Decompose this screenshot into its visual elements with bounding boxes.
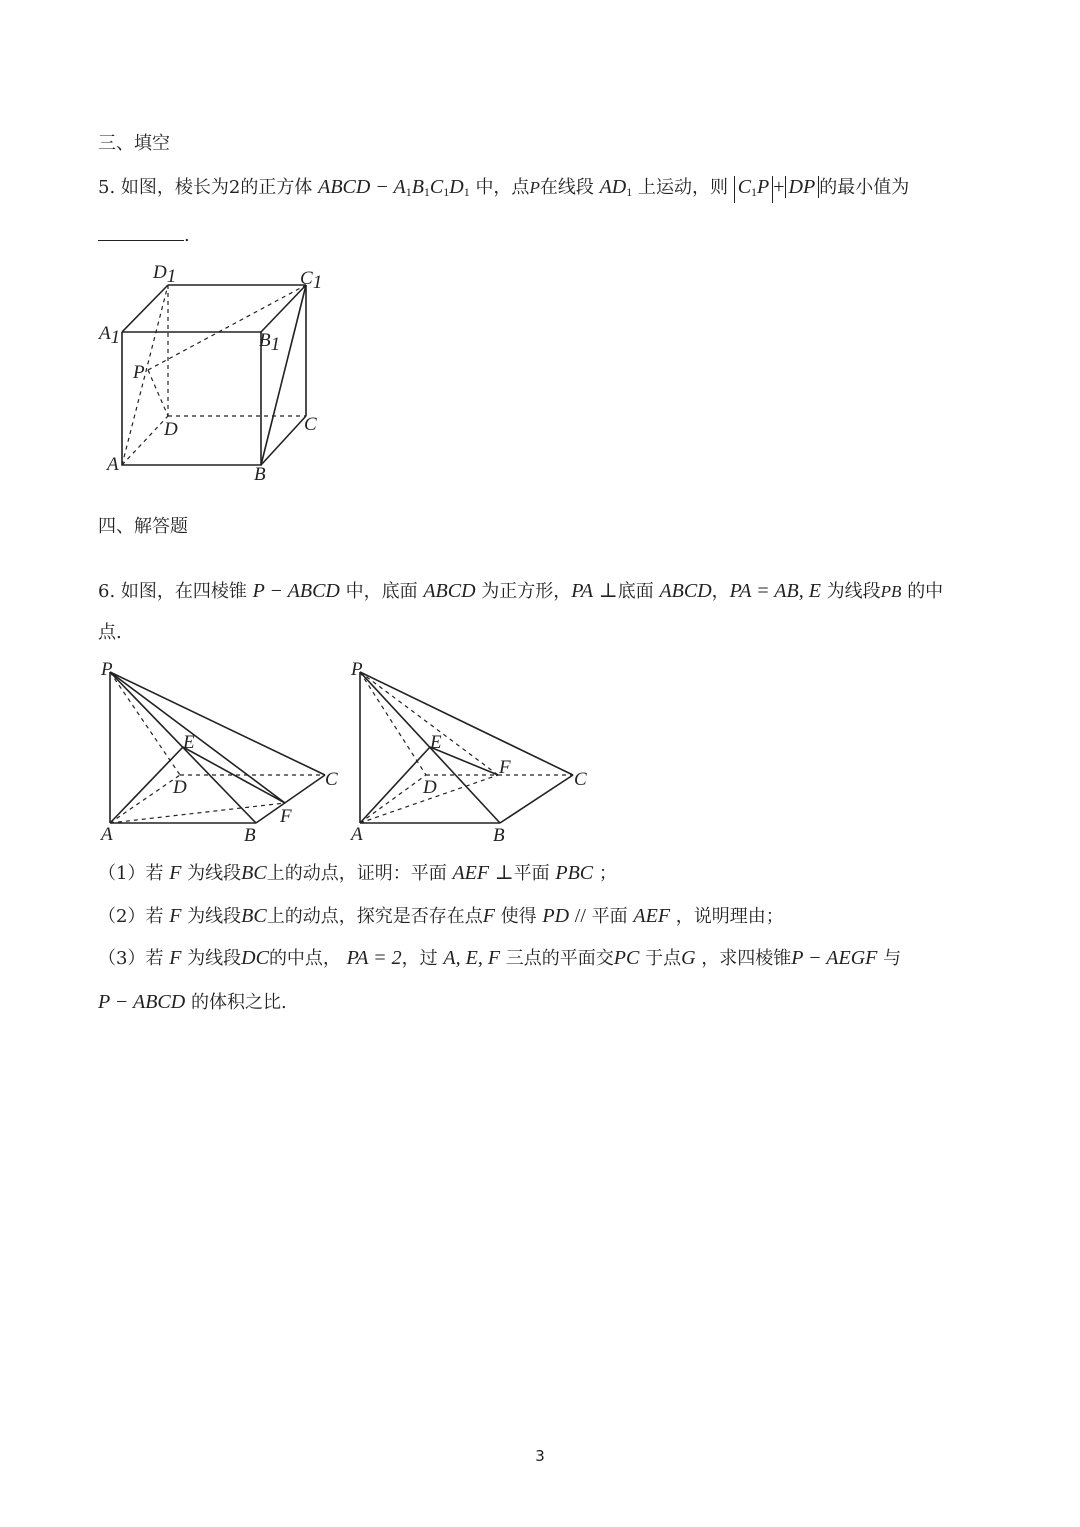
label-d: D — [423, 777, 437, 798]
abs-part: P — [757, 176, 770, 198]
parallel-symbol: // — [574, 905, 586, 927]
segment-pc: PC — [613, 947, 640, 969]
q6-text: 点. — [98, 622, 122, 643]
subscript: 1 — [423, 185, 430, 199]
plane-pbc: PBC — [555, 862, 594, 884]
q6-pa: PA — [571, 580, 594, 602]
q5-segment-ad1 — [600, 176, 633, 198]
q6-text: 中，底面 — [345, 581, 418, 602]
q5-edge-length: 2 — [228, 177, 241, 198]
q5-text: 在线段 — [539, 177, 594, 198]
hidden-pf — [360, 672, 498, 775]
sub-text: 与 — [883, 948, 902, 969]
label-c: C — [574, 769, 587, 790]
q5-point-p: P — [529, 178, 540, 197]
label-a: A — [107, 454, 119, 475]
pyramid-figure-2 — [346, 655, 606, 845]
q6-text: 的中 — [907, 581, 944, 602]
pyramid-paegf: P − AEGF — [791, 947, 878, 969]
segment-ad1 — [122, 285, 168, 465]
point-g: G — [681, 947, 696, 969]
sub-text: 于点 — [645, 948, 682, 969]
cube-name-part: C — [429, 176, 444, 198]
sub-number: （3）若 — [98, 948, 164, 969]
q6-pb: PB — [880, 582, 902, 601]
sub-text: 平面 — [513, 863, 550, 884]
sub-text: 为线段 — [187, 948, 242, 969]
label-a1: A1 — [99, 323, 121, 348]
sub-text: 上的动点，证明：平面 — [266, 863, 447, 884]
perp-symbol: ⊥ — [494, 862, 514, 884]
abs-part: C — [737, 176, 752, 198]
hidden-af — [110, 803, 285, 823]
plane-aef: AEF — [452, 862, 490, 884]
sub-text: 三点的平面交 — [505, 948, 614, 969]
subscript: 1 — [626, 185, 633, 199]
sub-text: ，说明理由； — [675, 906, 784, 927]
abs-part: DP — [788, 176, 816, 198]
section-heading-fill-blank — [98, 132, 170, 156]
label-b: B — [493, 825, 505, 845]
pyramid-pabcd: P − ABCD — [98, 991, 186, 1013]
sub-text: 平面 — [591, 906, 628, 927]
subquestion-3-line-1 — [98, 946, 901, 971]
q6-comma: ， — [711, 581, 730, 602]
subscript: 1 — [405, 185, 412, 199]
segment-bc: BC — [241, 862, 267, 884]
cube-edge-a1d1 — [122, 285, 168, 332]
sub-number: （1）若 — [98, 863, 164, 884]
q6-base: ABCD — [659, 580, 712, 602]
q5-text: 的最小值为 — [819, 177, 910, 198]
label-p: P — [101, 659, 113, 680]
segment-bc1 — [261, 285, 306, 465]
question-6-line-1 — [98, 579, 943, 604]
page-number: 3 — [535, 1447, 545, 1465]
plane-aef: AEF — [633, 905, 671, 927]
cube-hidden-ad — [122, 416, 168, 465]
q5-text: 的正方体 — [240, 177, 313, 198]
subquestion-2 — [98, 904, 784, 929]
label-c: C — [304, 414, 317, 435]
sub-text: 为线段 — [187, 906, 242, 927]
subscript: 1 — [463, 185, 470, 199]
plus-sign: + — [773, 176, 785, 198]
segment-pd — [148, 370, 168, 416]
label-f: F — [280, 806, 292, 827]
q5-cube-name — [318, 176, 470, 198]
sub-text: 上的动点，探究是否存在点 — [266, 906, 483, 927]
question-6-line-2 — [98, 621, 122, 645]
sub-text: ； — [598, 863, 617, 884]
question-5-line-1 — [98, 175, 909, 204]
section-heading-text: 四、解答题 — [98, 516, 188, 537]
segment-name: AD — [599, 176, 627, 198]
label-d1: D1 — [153, 262, 177, 287]
point-f: F — [482, 905, 495, 927]
q6-base: ABCD — [423, 580, 476, 602]
sub-text: ，过 — [401, 948, 438, 969]
cube-name-part: ABCD − A — [318, 176, 406, 198]
label-d: D — [173, 777, 187, 798]
period: . — [184, 225, 190, 246]
label-c: C — [325, 769, 338, 790]
section-heading-answer — [98, 515, 188, 539]
label-b1: B1 — [259, 330, 281, 355]
question-5-answer-line — [98, 222, 190, 248]
sub-number: （2）若 — [98, 906, 164, 927]
cube-front-face — [122, 332, 261, 465]
pyramid-figure-1 — [96, 655, 356, 845]
q6-pyramid: P − ABCD — [252, 580, 340, 602]
edge-bc — [500, 775, 573, 823]
q5-abs-c1p — [734, 176, 774, 203]
subscript: 1 — [443, 185, 450, 199]
cube-edge-b1c1 — [261, 285, 306, 332]
cube-name-part: B — [411, 176, 424, 198]
label-b: B — [244, 825, 256, 845]
label-a: A — [351, 824, 363, 845]
edge-pc — [110, 672, 325, 775]
label-a: A — [101, 824, 113, 845]
label-b: B — [254, 464, 266, 485]
pa-equals-2: PA = 2 — [346, 947, 402, 969]
sub-text: 的中点， — [268, 948, 341, 969]
label-p: P — [133, 362, 145, 383]
sub-text: ，求四棱锥 — [701, 948, 792, 969]
question-number: 6. — [98, 581, 116, 602]
label-e: E — [430, 732, 442, 753]
segment-pd: PD — [542, 905, 570, 927]
q6-text: 底面 — [617, 581, 654, 602]
subscript: 1 — [751, 185, 758, 199]
q6-text: 如图，在四棱锥 — [120, 581, 247, 602]
point-f: F — [169, 862, 182, 884]
label-f: F — [499, 757, 511, 778]
label-d: D — [164, 419, 178, 440]
cube-name-part: D — [449, 176, 464, 198]
section-heading-text: 三、填空 — [98, 133, 170, 154]
q6-text: 为线段 — [826, 581, 881, 602]
segment-ae — [360, 747, 430, 823]
edge-pc — [360, 672, 573, 775]
point-f: F — [169, 905, 182, 927]
q5-text: 中，点 — [475, 177, 530, 198]
subquestion-3-line-2 — [98, 990, 287, 1015]
hidden-pd — [110, 672, 180, 775]
label-e: E — [183, 732, 195, 753]
segment-pc1 — [148, 285, 306, 370]
segment-bc: BC — [241, 905, 267, 927]
q6-equation: PA = AB, E — [729, 580, 821, 602]
q6-text: 为正方形， — [481, 581, 572, 602]
sub-text: 为线段 — [187, 863, 242, 884]
q5-text: 上运动，则 — [637, 177, 728, 198]
cube-figure — [96, 258, 336, 486]
segment-dc: DC — [241, 947, 269, 969]
q5-text: 如图，棱长为 — [120, 177, 229, 198]
question-number: 5. — [98, 177, 116, 198]
q5-abs-dp — [785, 176, 820, 198]
label-c1: C1 — [300, 268, 323, 293]
sub-text: 使得 — [500, 906, 537, 927]
perp-symbol: ⊥ — [598, 580, 618, 602]
answer-blank[interactable] — [98, 222, 184, 241]
subquestion-1 — [98, 861, 617, 886]
segment-pf — [110, 672, 285, 803]
point-f: F — [169, 947, 182, 969]
hidden-ad — [360, 775, 426, 823]
label-p: P — [351, 659, 363, 680]
sub-text: 的体积之比. — [190, 992, 287, 1013]
points-aef: A, E, F — [443, 947, 501, 969]
